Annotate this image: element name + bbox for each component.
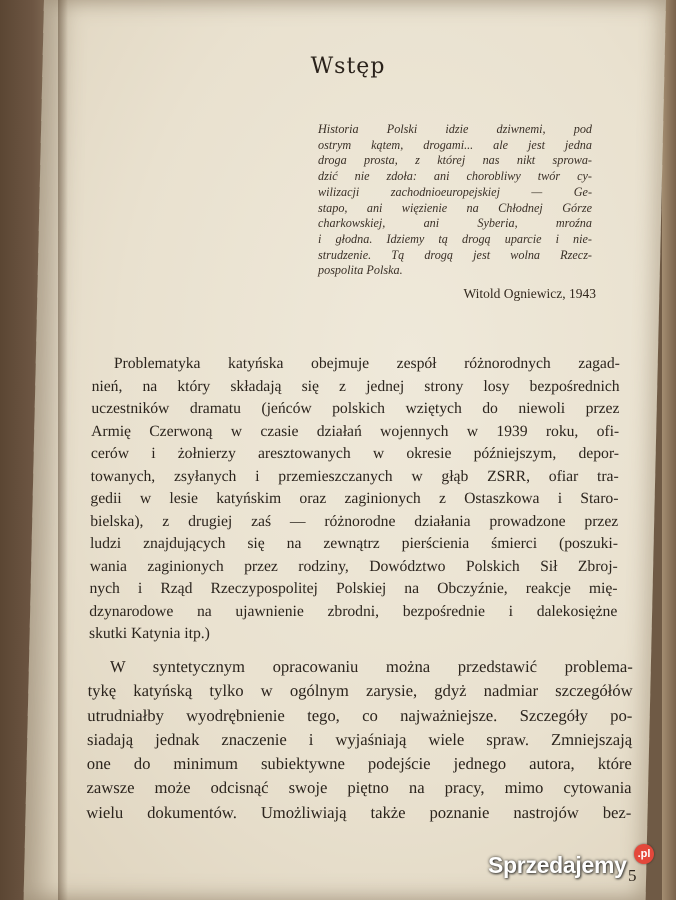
- text-line: Problematyka katyńska obejmuje zespół różnorodnych zagad-: [113, 355, 620, 372]
- epigraph-attribution: Witold Ogniewicz, 1943: [463, 286, 596, 301]
- paragraph-2: [86, 655, 633, 825]
- epigraph-line: strudzenie. Tą drogą jest wolna Rzecz-: [318, 247, 592, 262]
- text-line: uczestników dramatu (jeńców polskich wziętych do niewoli przez: [91, 400, 620, 417]
- epigraph-line: pospolita Polska.: [318, 263, 403, 278]
- watermark-badge: .pl: [634, 844, 654, 864]
- epigraph-line: droga prosta, z której nas nikt sprowa-: [318, 153, 592, 168]
- text-line: wielu dokumentów. Umożliwiają także poznanie nastrojów bez-: [86, 802, 632, 822]
- text-line: bielska), z drugiej zaś — różnorodne działania prowadzone przez: [90, 512, 619, 530]
- epigraph-line: wilizacji zachodnioeuropejskiej — Ge-: [318, 184, 592, 199]
- text-line: cerów i żołnierzy aresztowanych w okresie późniejszym, depor-: [90, 445, 620, 462]
- watermark-text: Sprzedajemy: [488, 851, 627, 878]
- epigraph-line: charkowskiej, ani Syberia, mroźna: [318, 216, 592, 231]
- text-line: W syntetycznym opracowaniu można przedstawić problema-: [109, 657, 633, 676]
- epigraph-line: stapo, ani więzienie na Chłodnej Górze: [318, 200, 592, 215]
- text-line: gedii w lesie katyńskim oraz zaginionych z Ostaszkowa i Staro-: [90, 490, 619, 507]
- page-gutter-shadow: [58, 0, 68, 900]
- text-line: utrudniałby wyodrębnienie tego, co najważniejsze. Szczegóły po-: [87, 705, 633, 725]
- text-line: nień, na który składają się z jednej strony losy bezpośrednich: [91, 377, 620, 395]
- text-line: dzynarodowe na ujawnienie zbrodni, bezpośrednie i dalekosiężne: [89, 602, 618, 620]
- paragraph-1: [89, 353, 620, 646]
- text-line: nych i Rząd Rzeczypospolitej Polskiej na Obczyźnie, reakcje mię-: [89, 580, 618, 597]
- chapter-title: Wstęp: [310, 54, 386, 79]
- page-number: 5: [628, 866, 637, 885]
- epigraph-line: dzić nie zdoła: ani chorobliwy twór cy-: [318, 169, 592, 184]
- watermark-logo: [488, 848, 651, 882]
- text-line: skutki Katynia itp.): [88, 625, 210, 642]
- text-line: siadają jednak znaczenie i wyjaśniają wiele spraw. Zmniejszają: [87, 729, 633, 749]
- text-line: Armię Czerwoną w czasie działań wojennych w 1939 roku, ofi-: [91, 422, 620, 440]
- epigraph-line: Historia Polski idzie dziwnemi, pod: [318, 122, 592, 136]
- text-line: towanych, zsyłanych i przemieszczanych w głąb ZSRR, ofiar tra-: [90, 467, 619, 485]
- epigraph-line: i głodna. Idziemy tą drogą uparcie i nie-: [318, 231, 592, 246]
- text-line: wania zaginionych przez rodziny, Dowództwo Polskich Sił Zbroj-: [89, 557, 618, 575]
- text-line: one do minimum subiektywne podejście jednego autora, które: [86, 754, 632, 774]
- epigraph-line: ostrym kątem, drogami... ale jest jedna: [318, 137, 592, 152]
- epigraph: [318, 122, 592, 279]
- text-line: ludzi znajdujących się na zewnątrz pierścienia śmierci (poszuki-: [89, 535, 619, 552]
- text-line: tykę katyńską tylko w ogólnym zarysie, gdyż nadmiar szczegółów: [87, 681, 633, 701]
- text-line: zawsze może odcisnąć swoje piętno na pracy, mimo cytowania: [86, 778, 632, 798]
- table-background-right: [662, 0, 676, 900]
